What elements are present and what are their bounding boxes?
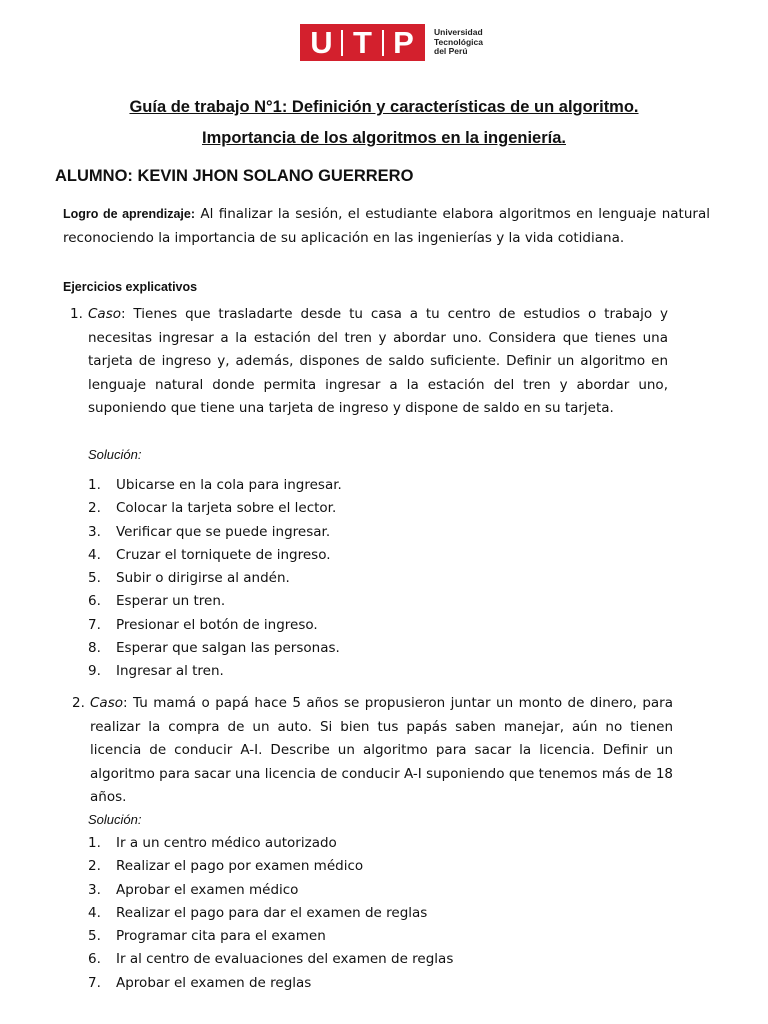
- logo-line: Tecnológica: [434, 36, 483, 47]
- step-item: 8. Esperar que salgan las personas.: [88, 640, 340, 657]
- section-title: Ejercicios explicativos: [63, 280, 198, 294]
- logo-line: del Perú: [434, 46, 468, 57]
- step-item: 3. Verificar que se puede ingresar.: [88, 523, 331, 540]
- step-item: 4. Cruzar el torniquete de ingreso.: [88, 546, 331, 563]
- logo-separator: [382, 30, 384, 56]
- logo-letter-t: T: [353, 25, 372, 60]
- step-item: 3. Aprobar el examen médico: [88, 881, 299, 898]
- step-item: 2. Realizar el pago por examen médico: [88, 858, 364, 875]
- step-item: 7. Aprobar el examen de reglas: [88, 974, 312, 991]
- logo-letter-p: P: [393, 25, 414, 60]
- exercise-1-case: [70, 303, 668, 421]
- logo-letter-u: U: [310, 25, 333, 60]
- exercise-number: 1.: [70, 306, 83, 322]
- exercise-number: 2.: [72, 695, 85, 711]
- step-item: 5. Programar cita para el examen: [88, 928, 326, 945]
- exercise-1-solution-label: Solución:: [88, 447, 142, 462]
- step-item: 2. Colocar la tarjeta sobre el lector.: [88, 500, 337, 517]
- step-item: 4. Realizar el pago para dar el examen de reglas: [88, 904, 428, 921]
- utp-logo: [300, 24, 483, 61]
- step-item: 7. Presionar el botón de ingreso.: [88, 616, 318, 633]
- learning-outcome: [63, 203, 710, 250]
- student-name: ALUMNO: KEVIN JHON SOLANO GUERRERO: [55, 167, 414, 185]
- step-item: 1. Ubicarse en la cola para ingresar.: [88, 477, 342, 493]
- case-text: : Tu mamá o papá hace 5 años se propusieron juntar un monto de dinero, para realizar la compra de un auto. Si bien tus papás saben manejar, aún no tienen licencia de conducir A-I. Describe un algoritmo para sacar la licencia. Definir un algoritmo para sacar una licencia de conducir A-I suponiendo que tenemos más de 18 años.: [90, 695, 673, 805]
- step-item: 6. Esperar un tren.: [88, 593, 226, 610]
- learning-outcome-label: Logro de aprendizaje:: [63, 207, 196, 221]
- exercise-2-solution-label: Solución:: [88, 812, 142, 827]
- exercise-1-steps: [88, 474, 342, 684]
- step-item: 5. Subir o dirigirse al andén.: [88, 570, 290, 587]
- step-item: 9. Ingresar al tren.: [88, 663, 224, 680]
- logo-separator: [341, 30, 343, 56]
- logo-university-name: [434, 28, 483, 57]
- exercise-2-steps: [88, 832, 453, 995]
- step-item: 6. Ir al centro de evaluaciones del examen de reglas: [88, 951, 454, 968]
- case-label: Caso: [90, 695, 123, 711]
- logo-line: Universidad: [434, 27, 483, 38]
- case-label: Caso: [88, 306, 121, 322]
- document-title-line-2: Importancia de los algoritmos en la ingeniería.: [201, 129, 566, 147]
- learning-outcome-text: Al finalizar la sesión, el estudiante elabora algoritmos en lenguaje natural reconociendo la importancia de su aplicación en las ingenierías y la vida cotidiana.: [63, 206, 710, 246]
- document-title-line-1: Guía de trabajo N°1: Definición y características de un algoritmo.: [129, 98, 639, 116]
- case-text: : Tienes que trasladarte desde tu casa a tu centro de estudios o trabajo y necesitas ingresar a la estación del tren y abordar uno. Considera que tienes una tarjeta de ingreso y, además, dispones de saldo suficiente. Definir un algoritmo en lenguaje natural donde permita ingresar a la estación del tren y abordar uno, suponiendo que tiene una tarjeta de ingreso y dispone de saldo en su tarjeta.: [88, 306, 668, 416]
- step-item: 1. Ir a un centro médico autorizado: [88, 835, 337, 851]
- exercise-2-case: [72, 692, 673, 810]
- utp-logo-box: [300, 24, 425, 61]
